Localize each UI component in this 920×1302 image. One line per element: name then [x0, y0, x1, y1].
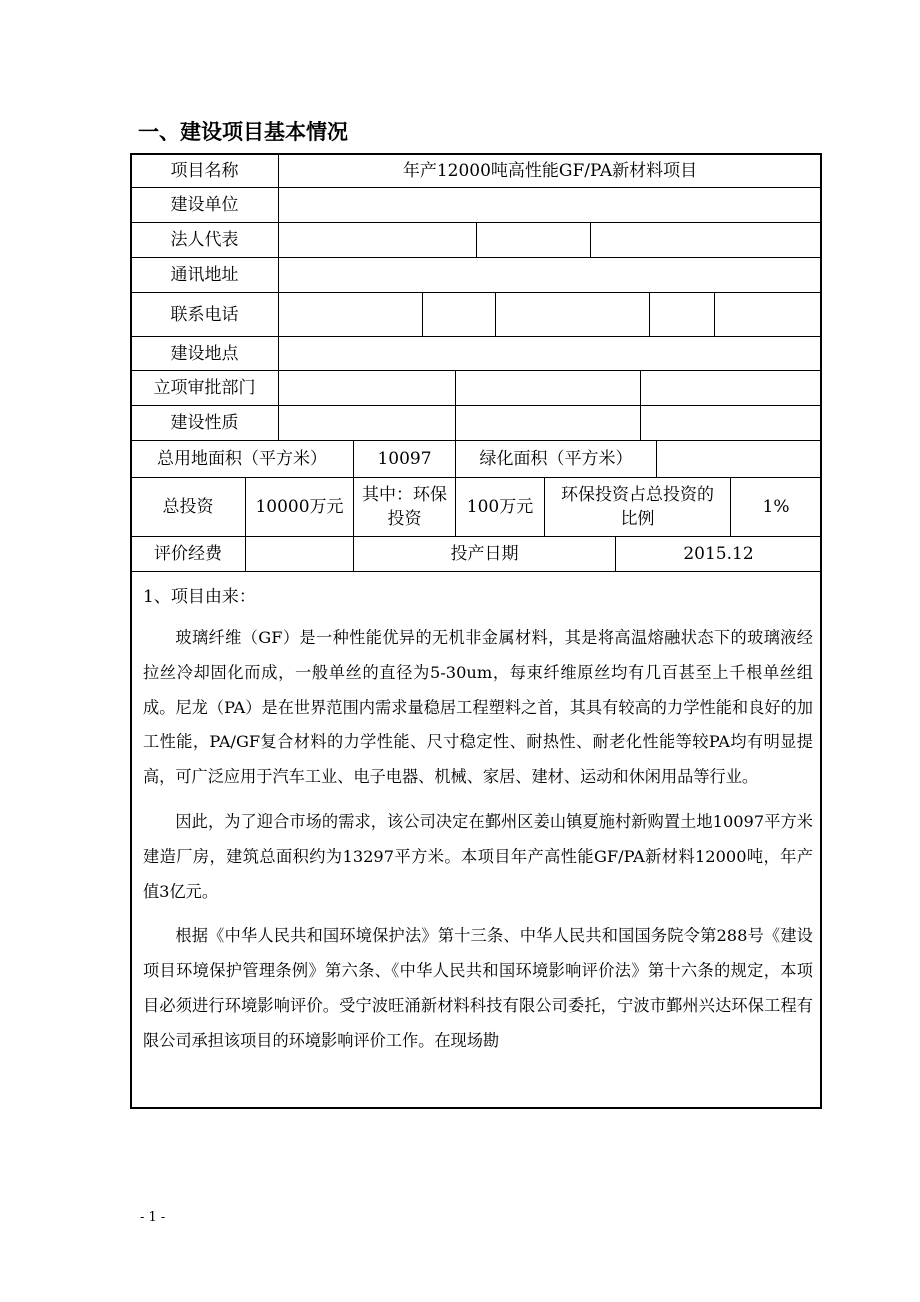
- section-heading: 一、建设项目基本情况: [138, 120, 348, 144]
- address-label: 通讯地址: [170, 265, 239, 285]
- col-divider: [455, 370, 456, 440]
- paragraph: 玻璃纤维（GF）是一种性能优异的无机非金属材料，其是将高温熔融状态下的玻璃液经拉丝冷却固化而成，一般单丝的直径为5-30um，每束纤维原丝均有几百甚至上千根单丝组成。尼龙（PA）是在世界范围内需求量稳居工程塑料之首，其具有较高的力学性能和良好的加工性能，PA/GF复合材料的力学性能、尺寸稳定性、耐热性、耐老化性能等较PA均有明显提高，可广泛应用于汽车工业、电子电器、机械、家居、建材、运动和休闲用品等行业。: [143, 628, 813, 787]
- content-section-title: 1、项目由来：: [143, 587, 256, 607]
- project-name-value: 年产12000吨高性能GF/PA新材料项目: [402, 160, 698, 181]
- env-invest-label-line1: 其中：环保: [362, 485, 447, 505]
- col-divider: [422, 292, 423, 336]
- project-name-label: 项目名称: [170, 160, 239, 181]
- col-divider: [245, 536, 246, 571]
- nature-label: 建设性质: [170, 413, 239, 433]
- total-invest-label: 总投资: [162, 497, 214, 517]
- project-origin-body: [143, 621, 813, 1059]
- env-ratio-label-line1: 环保投资占总投资的: [561, 485, 714, 505]
- page-number: - 1 -: [140, 1210, 166, 1225]
- approval-dept-label: 立项审批部门: [153, 378, 256, 398]
- env-invest-label-line2: 投资: [387, 509, 422, 529]
- col-divider: [649, 292, 650, 336]
- col-divider: [714, 292, 715, 336]
- col-divider: [656, 440, 657, 477]
- env-ratio-label: [545, 478, 730, 536]
- green-area-label: 绿化面积（平方米）: [479, 449, 633, 469]
- production-date-label: 投产日期: [450, 544, 519, 564]
- row-divider: [131, 571, 821, 572]
- col-divider: [590, 222, 591, 257]
- env-invest-label: [354, 478, 455, 536]
- paragraph: 因此，为了迎合市场的需求，该公司决定在鄞州区姜山镇夏施村新购置土地10097平方米建造厂房，建筑总面积约为13297平方米。本项目年产高性能GF/PA新材料12000吨，年产值3亿元。: [143, 811, 813, 901]
- env-ratio-label-line2: 比例: [620, 509, 655, 529]
- phone-label: 联系电话: [170, 304, 239, 325]
- col-divider: [476, 222, 477, 257]
- eval-fee-label: 评价经费: [154, 544, 222, 564]
- legal-rep-label: 法人代表: [170, 230, 239, 250]
- col-divider: [640, 370, 641, 440]
- land-area-value: 10097: [377, 449, 432, 469]
- total-invest-value: 10000万元: [255, 497, 344, 517]
- env-ratio-value: 1%: [762, 497, 790, 517]
- site-label: 建设地点: [170, 343, 239, 364]
- env-invest-value: 100万元: [466, 497, 534, 517]
- col-divider: [278, 154, 279, 441]
- paragraph: 根据《中华人民共和国环境保护法》第十三条、中华人民共和国国务院令第288号《建设项目环境保护管理条例》第六条、《中华人民共和国环境影响评价法》第十六条的规定，本项目必须进行环境影响评价。受宁波旺涌新材料科技有限公司委托，宁波市鄞州兴达环保工程有限公司承担该项目的环境影响评价工作。在现场勘: [143, 926, 813, 1050]
- land-area-label: 总用地面积（平方米）: [157, 449, 327, 469]
- col-divider: [495, 292, 496, 336]
- production-date-value: 2015.12: [683, 544, 754, 564]
- construction-unit-label: 建设单位: [170, 195, 239, 215]
